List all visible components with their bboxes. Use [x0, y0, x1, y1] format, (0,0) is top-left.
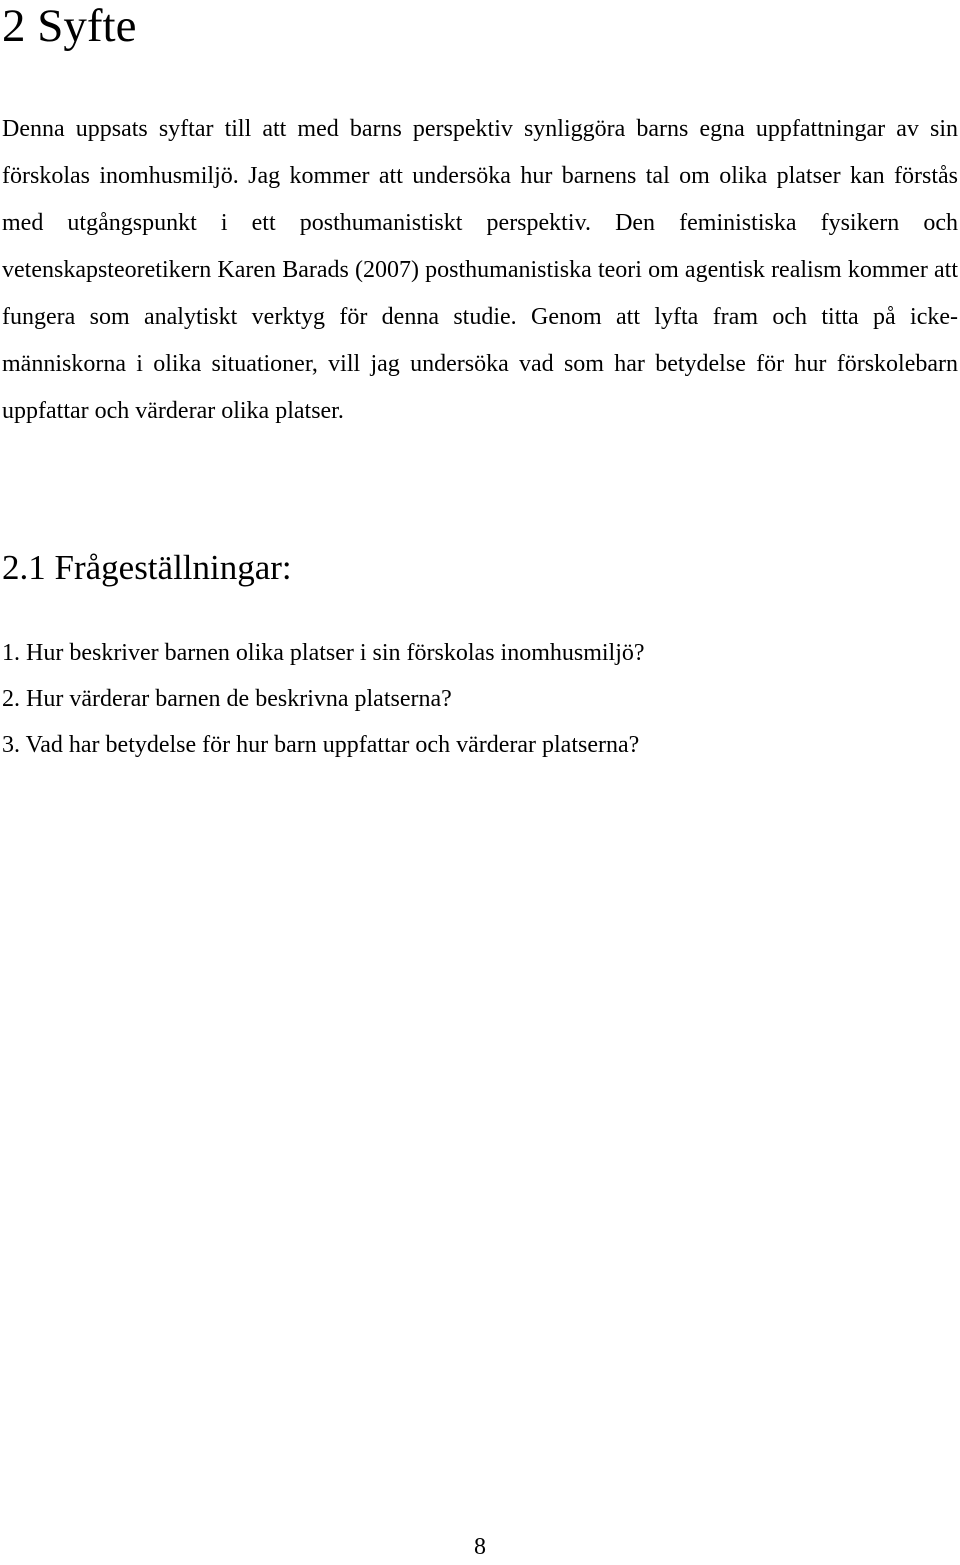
section-heading: 2 Syfte	[2, 0, 137, 52]
research-question: 2. Hur värderar barnen de beskrivna platserna?	[2, 686, 452, 712]
research-questions-list	[2, 630, 645, 768]
research-question: 1. Hur beskriver barnen olika platser i sin förskolas inomhusmiljö?	[2, 640, 645, 666]
subsection-heading: 2.1 Frågeställningar:	[2, 548, 292, 587]
research-question: 3. Vad har betydelse för hur barn uppfattar och värderar platserna?	[2, 732, 640, 758]
purpose-paragraph: Denna uppsats syftar till att med barns perspektiv synliggöra barns egna uppfattningar av sin förskolas inomhusmiljö. Jag kommer att undersöka hur barnens tal om olika platser kan förstås med utgångspunkt i ett posthumanistiskt perspektiv. Den feministiska fysikern och vetenskapsteoretikern Karen Barads (2007) posthumanistiska teori om agentisk realism kommer att fungera som analytiskt verktyg för denna studie. Genom att lyfta fram och titta på icke-människorna i olika situationer, vill jag undersöka vad som har betydelse för hur förskolebarn uppfattar och värderar olika platser.	[2, 116, 958, 424]
page-number: 8	[474, 1534, 486, 1560]
